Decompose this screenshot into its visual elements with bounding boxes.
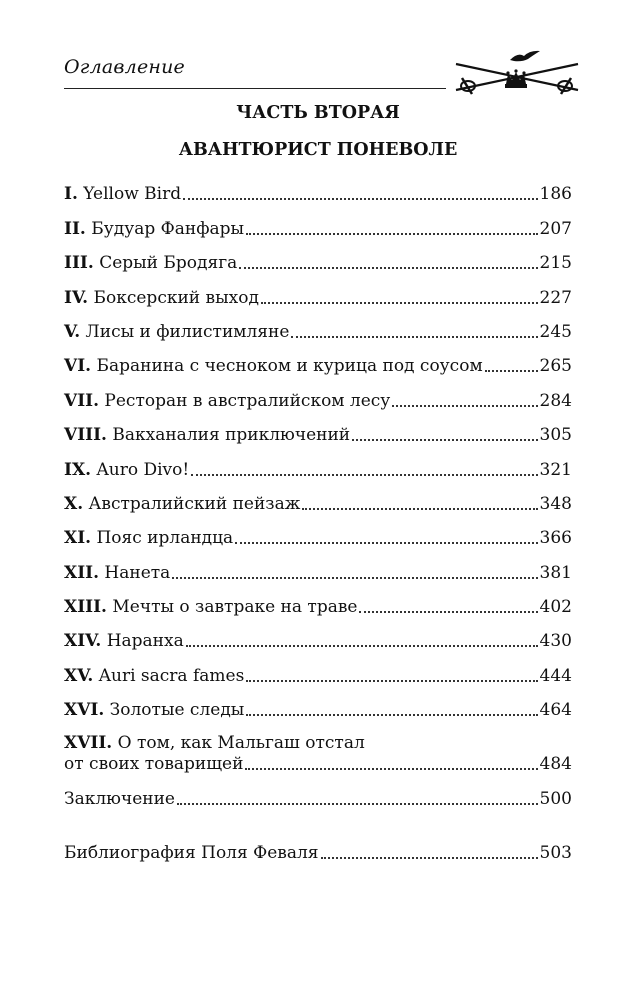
entry-title: [64, 219, 244, 239]
page-number: 348: [539, 493, 572, 514]
page-number: 484: [539, 754, 572, 775]
chapter-number: XII.: [64, 562, 100, 583]
toc-entry-conclusion: [64, 774, 572, 808]
section-gap: [64, 809, 572, 829]
toc-entry: [64, 617, 572, 651]
chapter-number: X.: [64, 493, 84, 514]
chapter-number: III.: [64, 253, 94, 274]
chapter-number: XVII.: [64, 733, 113, 754]
toc-entry: [64, 445, 572, 479]
page-number: 402: [539, 597, 572, 618]
page-number: 227: [539, 287, 572, 308]
entry-title: [64, 184, 181, 204]
toc-entry: [64, 651, 572, 685]
page-number: 500: [539, 788, 572, 809]
chapter-number: IV.: [64, 287, 89, 308]
entry-title: [64, 425, 350, 445]
toc-entry: [64, 376, 572, 410]
toc-entry: [64, 686, 572, 720]
part-title: ЧАСТЬ ВТОРАЯ: [236, 103, 400, 123]
toc-entry: [64, 204, 572, 238]
chapter-title: Auri sacra fames: [98, 665, 245, 686]
toc-entry: [64, 514, 572, 548]
page-number: 503: [539, 843, 572, 864]
chapter-title: Yellow Bird: [83, 184, 182, 205]
toc-entry: [64, 583, 572, 617]
chapter-number: XIII.: [64, 597, 107, 618]
chapter-title: Боксерский выход: [93, 287, 259, 308]
dot-leader: [485, 358, 538, 372]
chapter-title: Серый Бродяга: [99, 253, 238, 274]
toc-entry: [64, 239, 572, 273]
chapter-title: Вакханалия приключений: [112, 425, 351, 446]
dot-leader: [246, 221, 537, 235]
part-subtitle: АВАНТЮРИСТ ПОНЕВОЛЕ: [178, 140, 458, 160]
dot-leader: [246, 702, 537, 716]
entry-title: [64, 460, 189, 480]
chapter-title: Золотые следы: [109, 700, 245, 721]
toc-entry-bibliography: [64, 829, 572, 863]
page-number: 265: [539, 356, 572, 377]
chapter-number: XIV.: [64, 631, 102, 652]
dot-leader: [183, 186, 537, 200]
page-number: 321: [539, 459, 572, 480]
dot-leader: [321, 845, 538, 859]
toc-entry: [64, 480, 572, 514]
dot-leader: [246, 668, 537, 682]
toc-entry-17: [64, 720, 572, 774]
page-number: 366: [539, 528, 572, 549]
dot-leader: [359, 599, 537, 613]
dot-leader: [245, 756, 537, 770]
chapter-number: XVI.: [64, 700, 105, 721]
chapter-title: Нанета: [104, 562, 171, 583]
entry-title: [64, 700, 244, 720]
entry-title: [64, 391, 390, 411]
entry-title: [64, 597, 357, 617]
dot-leader: [261, 290, 538, 304]
chapter-title: Auro Divo!: [96, 459, 190, 480]
chapter-title: Пояс ирландца: [96, 528, 234, 549]
entry-title: [64, 322, 289, 342]
chapter-number: VIII.: [64, 425, 107, 446]
entry-title: Заключение: [64, 788, 175, 809]
chapter-title-line2: от своих товарищей: [64, 754, 244, 775]
dot-leader: [177, 791, 538, 805]
chapter-number: XI.: [64, 528, 92, 549]
chapter-number: V.: [64, 321, 81, 342]
chapter-title: Лисы и филистимляне: [85, 321, 290, 342]
page-number: 381: [539, 562, 572, 583]
entry-title: [64, 666, 244, 686]
chapter-title-line1: О том, как Мальгаш отстал: [117, 733, 365, 754]
toc-entry: [64, 308, 572, 342]
chapter-title: Будуар Фанфары: [91, 218, 245, 239]
entry-title: [64, 528, 233, 548]
toc-entry: [64, 548, 572, 582]
page-number: 284: [539, 390, 572, 411]
entry-title: [64, 253, 237, 273]
dot-leader: [191, 462, 537, 476]
chapter-number: VII.: [64, 390, 100, 411]
dot-leader: [239, 255, 537, 269]
page-number: 207: [539, 218, 572, 239]
crossed-swords-crown-bird-icon: [448, 46, 584, 98]
dot-leader: [172, 565, 537, 579]
dot-leader: [302, 496, 537, 510]
chapter-title: Баранина с чесноком и курица под соусом: [96, 356, 483, 377]
dot-leader: [291, 324, 537, 338]
dot-leader: [392, 393, 537, 407]
entry-title: Библиография Поля Феваля: [64, 843, 319, 864]
chapter-number: II.: [64, 218, 86, 239]
chapter-title: Ресторан в австралийском лесу: [104, 390, 391, 411]
running-title: Оглавление: [64, 56, 186, 78]
page-number: 245: [539, 321, 572, 342]
chapter-number: VI.: [64, 356, 92, 377]
chapter-number: I.: [64, 184, 78, 205]
dot-leader: [186, 633, 538, 647]
page-number: 186: [539, 184, 572, 205]
entry-title: [64, 631, 184, 651]
chapter-title: Мечты о завтраке на траве: [112, 597, 358, 618]
dot-leader: [235, 530, 537, 544]
entry-title: [64, 563, 170, 583]
entry-title: [64, 288, 259, 308]
chapter-title: Наранха: [106, 631, 184, 652]
toc-entry: [64, 342, 572, 376]
table-of-contents: [64, 170, 572, 863]
page-number: 464: [539, 700, 572, 721]
dot-leader: [352, 427, 537, 441]
chapter-number: IX.: [64, 459, 92, 480]
page-number: 430: [539, 631, 572, 652]
toc-entry: [64, 273, 572, 307]
entry-title: [64, 494, 300, 514]
chapter-title: Австралийский пейзаж: [88, 493, 301, 514]
toc-entry: [64, 411, 572, 445]
page-number: 305: [539, 425, 572, 446]
page-number: 215: [539, 253, 572, 274]
header-rule: [64, 88, 446, 89]
entry-title: [64, 356, 483, 376]
chapter-number: XV.: [64, 665, 94, 686]
toc-entry: [64, 170, 572, 204]
page-number: 444: [539, 665, 572, 686]
